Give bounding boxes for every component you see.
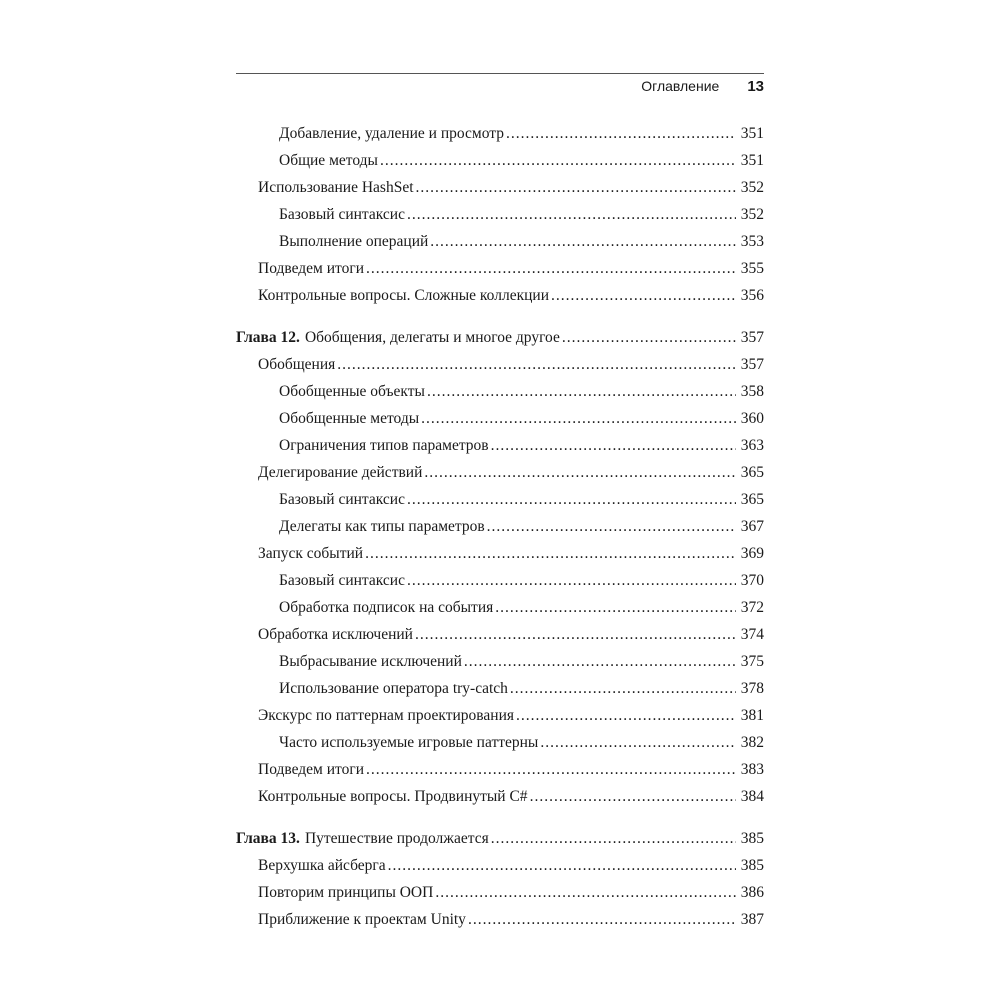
toc-entry [236,787,764,807]
toc-entry-title: Верхушка айсберга [258,857,386,874]
toc-chapter-heading [236,328,560,348]
toc-entry [236,490,764,510]
toc-entry-title: Подведем итоги [258,260,365,277]
dot-leader [530,787,736,807]
toc-entry-page: 386 [740,884,764,901]
toc-entry-title: Общие методы [279,152,378,169]
toc-entry [236,760,764,780]
toc-entry-page: 357 [740,329,764,346]
toc-entry-title: Базовый синтаксис [279,491,405,508]
dot-leader [464,652,736,672]
toc-chapter-heading [236,829,489,849]
table-of-contents [236,0,764,1000]
toc-entry-page: 351 [740,125,764,142]
toc-entry-title: Ограничения типов параметров [279,437,489,454]
toc-entry-title: Повторим принципы ООП [258,884,434,901]
toc-entry [236,124,764,144]
toc-entry-page: 363 [740,437,764,454]
toc-entry [236,205,764,225]
toc-entry-page: 360 [740,410,764,427]
toc-entry-title: Экскурс по паттернам проектирования [258,707,515,724]
dot-leader [407,490,736,510]
toc-entry [236,598,764,618]
toc-entry [236,625,764,645]
dot-leader [388,856,736,876]
toc-entry-page: 387 [740,911,764,928]
toc-chapter-entry [236,328,764,348]
toc-entry-page: 353 [740,233,764,250]
toc-entry-title: Базовый синтаксис [279,206,405,223]
dot-leader [491,436,736,456]
toc-entry-page: 358 [740,383,764,400]
toc-entry-title: Обобщенные методы [279,410,420,427]
toc-entry-page: 352 [740,206,764,223]
toc-entry [236,679,764,699]
toc-entry-title: Использование HashSet [258,179,414,196]
dot-leader [540,733,736,753]
running-title: Оглавление [641,78,720,94]
toc-entry [236,856,764,876]
toc-entry-title: Обобщенные объекты [279,383,425,400]
toc-entry-page: 375 [740,653,764,670]
dot-leader [366,760,736,780]
toc-entry-title: Делегаты как типы параметров [279,518,485,535]
dot-leader [487,517,736,537]
toc-entry-title: Подведем итоги [258,761,365,778]
dot-leader [365,544,736,564]
toc-entry-title: Запуск событий [258,545,364,562]
dot-leader [510,679,736,699]
chapter-label: Глава 13. [236,830,300,847]
dot-leader [495,598,736,618]
toc-entry-page: 351 [740,152,764,169]
toc-entry [236,544,764,564]
toc-entry [236,232,764,252]
toc-entry-page: 355 [740,260,764,277]
toc-chapter-entry [236,829,764,849]
toc-entry-page: 365 [740,464,764,481]
dot-leader [427,382,736,402]
dot-leader [435,883,736,903]
toc-entry [236,883,764,903]
toc-entry [236,382,764,402]
dot-leader [430,232,736,252]
toc-entry [236,355,764,375]
dot-leader [516,706,736,726]
dot-leader [424,463,736,483]
dot-leader [468,910,736,930]
toc-entry [236,706,764,726]
toc-entry-page: 370 [740,572,764,589]
toc-entry-title: Выбрасывание исключений [279,653,462,670]
toc-entry-title: Часто используемые игровые паттерны [279,734,539,751]
toc-entry-page: 372 [740,599,764,616]
toc-entry [236,178,764,198]
toc-entry [236,517,764,537]
dot-leader [380,151,736,171]
toc-entry-page: 378 [740,680,764,697]
toc-entry [236,436,764,456]
toc-entry [236,409,764,429]
toc-entry-title: Контрольные вопросы. Сложные коллекции [258,287,549,304]
dot-leader [415,625,736,645]
toc-entry-page: 384 [740,788,764,805]
dot-leader [366,259,736,279]
toc-entry-page: 369 [740,545,764,562]
toc-entry-title: Путешествие продолжается [304,830,489,847]
toc-entry-page: 352 [740,179,764,196]
toc-entry [236,151,764,171]
toc-entry-page: 374 [740,626,764,643]
toc-entry-title: Обработка исключений [258,626,413,643]
dot-leader [337,355,736,375]
toc-entry [236,463,764,483]
chapter-label: Глава 12. [236,329,300,346]
toc-entry [236,910,764,930]
toc-entry-page: 365 [740,491,764,508]
dot-leader [416,178,737,198]
toc-entry-title: Контрольные вопросы. Продвинутый C# [258,788,528,805]
toc-entry-title: Обобщения [258,356,336,373]
dot-leader [491,829,736,849]
toc-entry-page: 367 [740,518,764,535]
toc-entry-title: Приближение к проектам Unity [258,911,466,928]
toc-entry-page: 357 [740,356,764,373]
toc-entry-title: Делегирование действий [258,464,423,481]
dot-leader [551,286,736,306]
toc-entry-title: Использование оператора try-catch [279,680,508,697]
toc-entry [236,571,764,591]
toc-entry-page: 385 [740,830,764,847]
dot-leader [506,124,736,144]
toc-entry-title: Обработка подписок на события [279,599,494,616]
toc-entry-page: 385 [740,857,764,874]
toc-entry-page: 356 [740,287,764,304]
dot-leader [421,409,736,429]
toc-entry-page: 382 [740,734,764,751]
toc-entry-title: Базовый синтаксис [279,572,405,589]
toc-entry-title: Обобщения, делегаты и многое другое [304,329,560,346]
toc-entry [236,286,764,306]
dot-leader [562,328,736,348]
toc-entry [236,733,764,753]
dot-leader [407,571,736,591]
toc-entry [236,652,764,672]
dot-leader [407,205,736,225]
page-number: 13 [747,78,764,95]
toc-entry-page: 383 [740,761,764,778]
toc-entry [236,259,764,279]
toc-entry-title: Добавление, удаление и просмотр [279,125,504,142]
toc-entry-title: Выполнение операций [279,233,429,250]
toc-entry-page: 381 [740,707,764,724]
